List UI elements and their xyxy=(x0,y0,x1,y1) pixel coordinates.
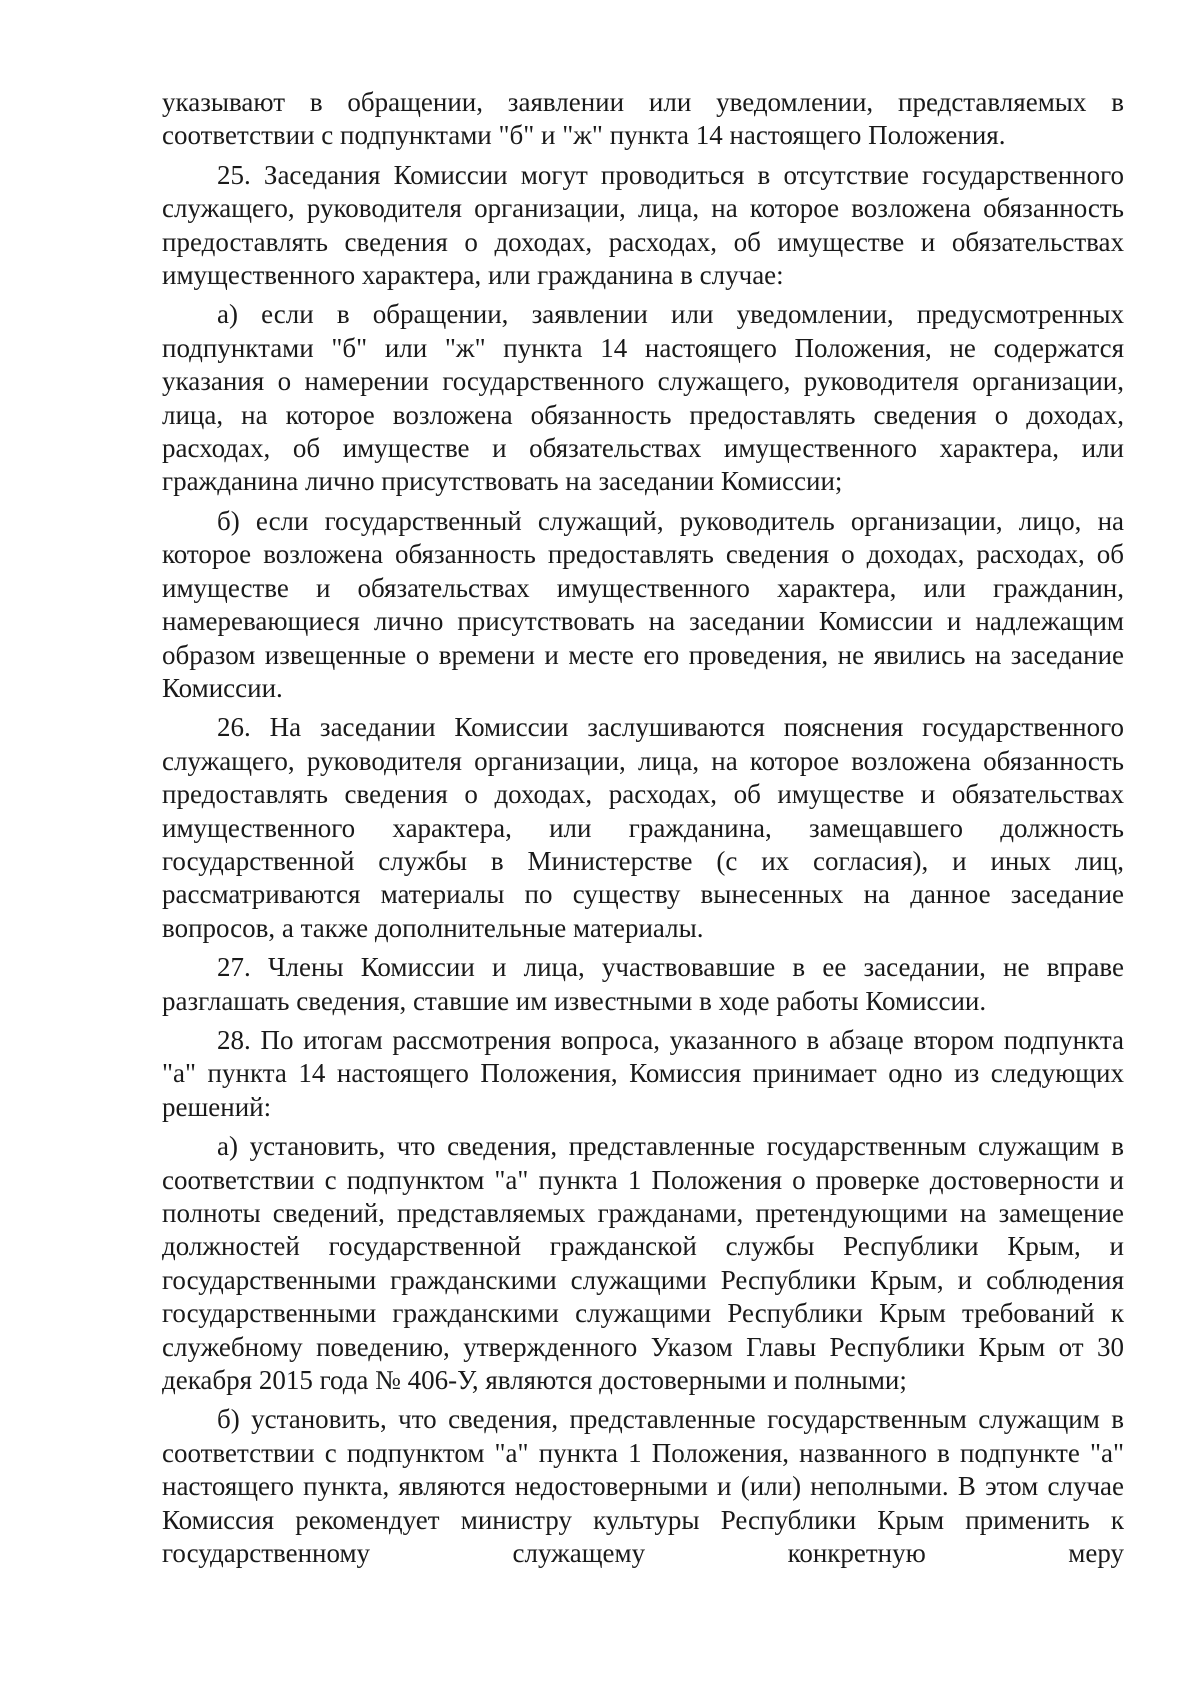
paragraph-27: 27. Члены Комиссии и лица, участвовавшие в ее заседании, не вправе разглашать сведения, ставшие им известными в ходе работы Комиссии. xyxy=(162,952,1124,1016)
paragraph-28-b: б) установить, что сведения, представленные государственным служащим в соответствии с подпунктом "а" пункта 1 Положения, названного в подпункте "а" настоящего пункта, являются недостоверными и (или) неполными. В этом случае Комиссия рекомендует министру культуры Республики Крым применить к государственному служащему конкретную меру xyxy=(162,1404,1124,1569)
paragraph-26: 26. На заседании Комиссии заслушиваются пояснения государственного служащего, руководителя организации, лица, на которое возложена обязанность предоставлять сведения о доходах, расходах, об имуществе и обязательствах имущественного характера, или гражданина, замещавшего должность государственной службы в Министерстве (с их согласия), и иных лиц, рассматриваются материалы по существу вынесенных на данное заседание вопросов, а также дополнительные материалы. xyxy=(162,712,1124,943)
document-text xyxy=(162,86,1124,1576)
paragraph-continuation: указывают в обращении, заявлении или уведомлении, представляемых в соответствии с подпунктами "б" и "ж" пункта 14 настоящего Положения. xyxy=(162,87,1124,151)
paragraph-28-a: а) установить, что сведения, представленные государственным служащим в соответствии с подпунктом "а" пункта 1 Положения о проверке достоверности и полноты сведений, представляемых гражданами, претендующими на замещение должностей государственной гражданской службы Республики Крым, и государственными гражданскими служащими Республики Крым, и соблюдения государственными гражданскими служащими Республики Крым требований к служебному поведению, утвержденного Указом Главы Республики Крым от 30 декабря 2015 года № 406-У, являются достоверными и полными; xyxy=(162,1131,1124,1396)
paragraph-28: 28. По итогам рассмотрения вопроса, указанного в абзаце втором подпункта "а" пункта 14 настоящего Положения, Комиссия принимает одно из следующих решений: xyxy=(162,1024,1124,1122)
paragraph-25-b: б) если государственный служащий, руководитель организации, лицо, на которое возложена обязанность предоставлять сведения о доходах, расходах, об имуществе и обязательствах имущественного характера, или гражданин, намеревающиеся лично присутствовать на заседании Комиссии и надлежащим образом извещенные о времени и месте его проведения, не явились на заседание Комиссии. xyxy=(162,505,1124,703)
paragraph-25-a: а) если в обращении, заявлении или уведомлении, предусмотренных подпунктами "б" или "ж" пункта 14 настоящего Положения, не содержатся указания о намерении государственного служащего, руководителя организации, лица, на которое возложена обязанность предоставлять сведения о доходах, расходах, об имуществе и обязательствах имущественного характера, или гражданина лично присутствовать на заседании Комиссии; xyxy=(162,299,1124,497)
paragraph-25: 25. Заседания Комиссии могут проводиться в отсутствие государственного служащего, руководителя организации, лица, на которое возложена обязанность предоставлять сведения о доходах, расходах, об имуществе и обязательствах имущественного характера, или гражданина в случае: xyxy=(162,159,1124,291)
